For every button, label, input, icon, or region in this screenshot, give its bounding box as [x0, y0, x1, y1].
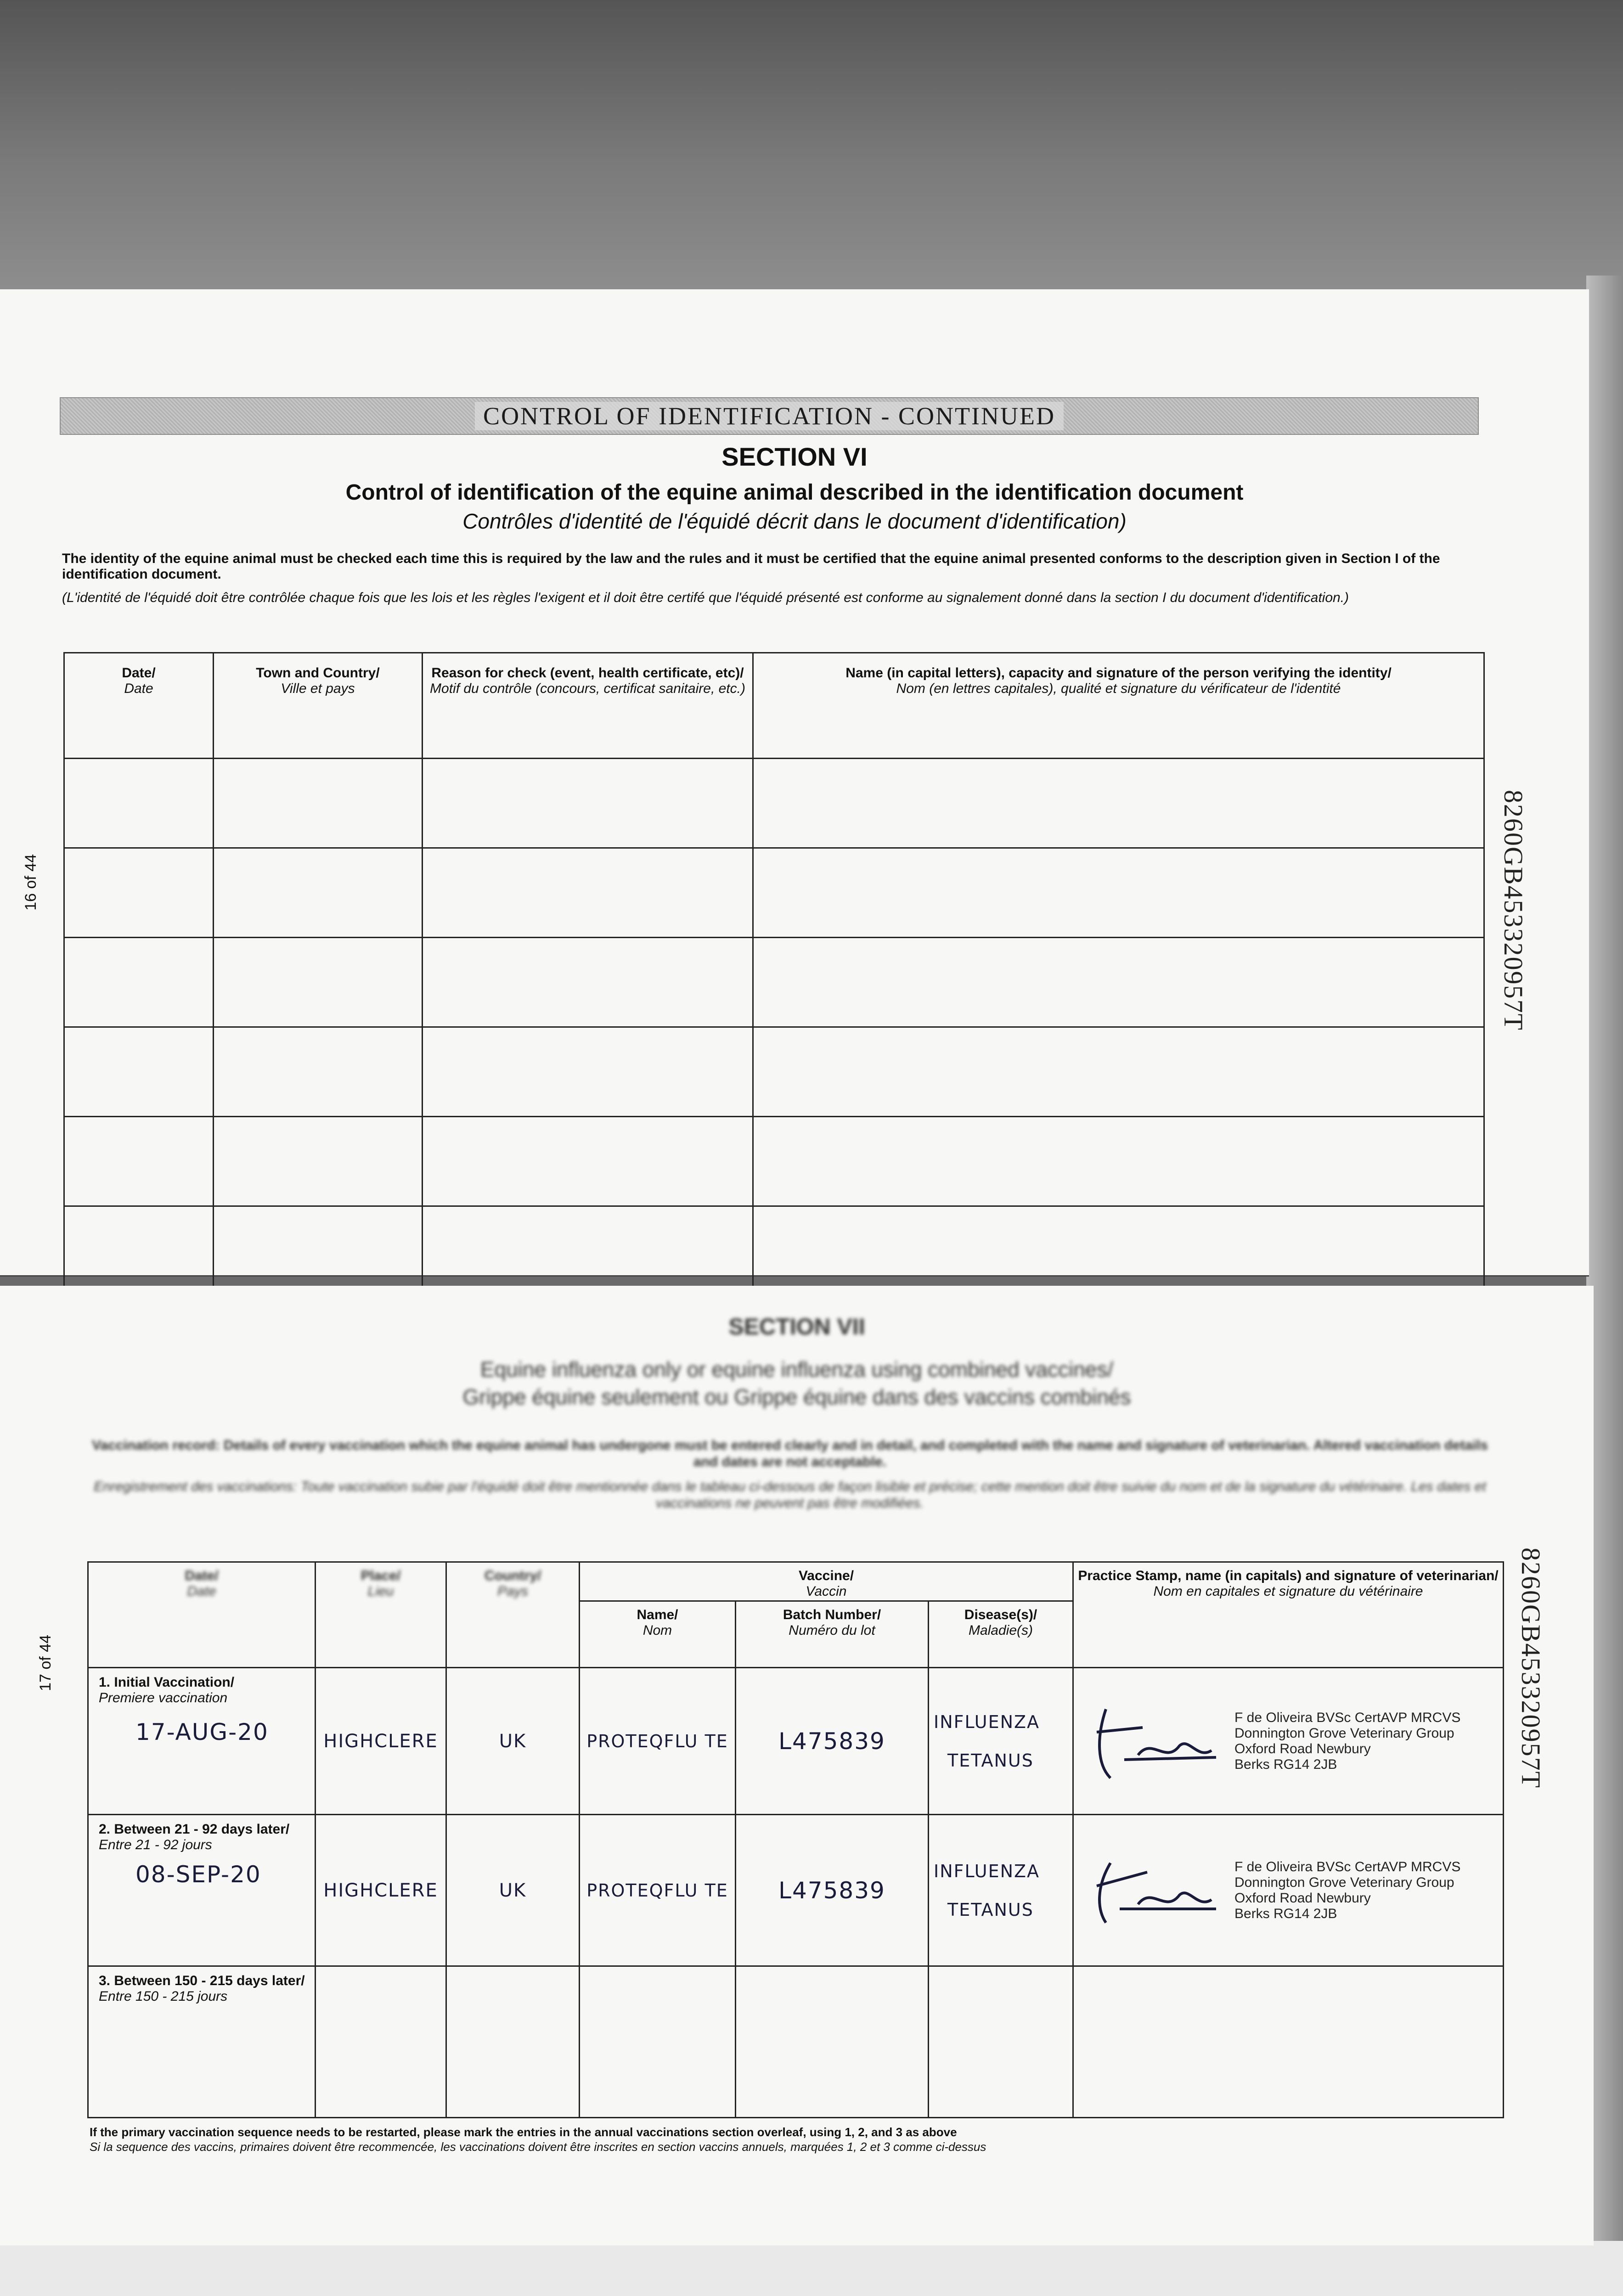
vaccination-3-diseases — [929, 1966, 1073, 2118]
table-row — [88, 1815, 1504, 1966]
col-place: Place/ Lieu — [316, 1562, 446, 1668]
table-row — [64, 938, 1484, 1027]
vaccination-1-country: UK — [446, 1668, 580, 1815]
table-row — [64, 1117, 1484, 1206]
vaccination-1-date: 1. Initial Vaccination/ Premiere vaccination 17-AUG-20 — [88, 1668, 316, 1815]
vaccination-2-vaccine-name: PROTEQFLU TE — [580, 1815, 736, 1966]
section-vii-subtitle-2: Grippe équine seulement ou Grippe équine dans des vaccins combinés — [462, 1385, 1131, 1409]
table-row — [64, 759, 1484, 848]
page-label-17: 17 of 44 — [37, 1635, 54, 1691]
vaccination-3-country — [446, 1966, 580, 2118]
veterinarian-signature-2 — [1088, 1845, 1225, 1936]
table-header-row — [88, 1562, 1504, 1601]
instruction-en: The identity of the equine animal must be checked each time this is required by the law and the rules and it must be certified that the equine animal presented conforms to the description given in Section I of the identification document. — [62, 551, 1440, 582]
vaccination-3-vaccine-name — [580, 1966, 736, 2118]
vaccination-3-date: 3. Between 150 - 215 days later/ Entre 150 - 215 jours — [88, 1966, 316, 2118]
vaccination-3-place — [316, 1966, 446, 2118]
table-row — [88, 1668, 1504, 1815]
section-band — [60, 397, 1479, 435]
vaccination-2-diseases: INFLUENZA TETANUS — [929, 1815, 1073, 1966]
vaccination-2-country: UK — [446, 1815, 580, 1966]
vaccination-instruction-fr: Enregistrement des vaccinations: Toute vaccination subie par l'équidé doit être mentionnée dans le tableau ci-dessous de façon lisible et précise; cette mention doit être suivie du nom et de la signature du vétérinaire. Les dates et vaccinations ne peuvent pas être modifiées. — [94, 1479, 1486, 1511]
table-row — [64, 848, 1484, 938]
veterinarian-signature-1 — [1088, 1695, 1225, 1787]
section-vii-subtitle-1: Equine influenza only or equine influenza using combined vaccines/ — [480, 1357, 1114, 1381]
table-header-row — [64, 653, 1484, 759]
vaccination-2-place: HIGHCLERE — [316, 1815, 446, 1966]
vaccination-2-date: 2. Between 21 - 92 days later/ Entre 21 - 92 jours 08-SEP-20 — [88, 1815, 316, 1966]
band-title: CONTROL OF IDENTIFICATION - CONTINUED — [475, 402, 1064, 430]
vaccination-2-stamp: F de Oliveira BVSc CertAVP MRCVS Donnington Grove Veterinary Group Oxford Road Newbury Berks RG14 2JB — [1073, 1815, 1504, 1966]
footnote-fr: Si la sequence des vaccins, primaires doivent être recommencée, les vaccinations doivent être inscrites en section vaccins annuels, marquées 1, 2 et 3 comme ci-dessus — [90, 2140, 986, 2154]
page-label-16: 16 of 44 — [22, 854, 39, 911]
col-vaccine-name: Name/ Nom — [580, 1601, 736, 1668]
side-number-top: 8260GB453320957T — [1499, 790, 1528, 1031]
scanner-bottom — [0, 2241, 1623, 2296]
scanner-background — [0, 0, 1623, 294]
col-diseases: Disease(s)/ Maladie(s) — [929, 1601, 1073, 1668]
col-town-country: Town and Country/ Ville et pays — [214, 653, 423, 759]
vaccination-1-vaccine-name: PROTEQFLU TE — [580, 1668, 736, 1815]
col-practice-stamp: Practice Stamp, name (in capitals) and signature of veterinarian/ Nom en capitales et signature du vétérinaire — [1073, 1562, 1504, 1668]
col-country: Country/ Pays — [446, 1562, 580, 1668]
vaccination-1-place: HIGHCLERE — [316, 1668, 446, 1815]
col-reason: Reason for check (event, health certificate, etc)/ Motif du contrôle (concours, certificat sanitaire, etc.) — [423, 653, 753, 759]
vaccination-2-batch: L475839 — [736, 1815, 929, 1966]
vaccination-table — [87, 1561, 1504, 2118]
table-row — [64, 1206, 1484, 1296]
footnote-en: If the primary vaccination sequence needs to be restarted, please mark the entries in the annual vaccinations section overleaf, using 1, 2, and 3 as above — [90, 2125, 957, 2139]
table-row — [64, 1027, 1484, 1117]
identification-check-table — [63, 652, 1485, 1296]
vaccination-instruction-en: Vaccination record: Details of every vaccination which the equine animal has undergone must be entered clearly and in detail, and completed with the name and signature of veterinarian. Altered vaccination details and dates are not acceptable. — [92, 1438, 1488, 1469]
vaccination-1-batch: L475839 — [736, 1668, 929, 1815]
section-vii-title: SECTION VII — [728, 1314, 865, 1339]
subtitle-en: Control of identification of the equine animal described in the identification document — [345, 480, 1244, 505]
col-vaccine: Vaccine/ Vaccin — [580, 1562, 1073, 1601]
vaccination-3-stamp — [1073, 1966, 1504, 2118]
instruction-fr: (L'identité de l'équidé doit être contrôlée chaque fois que les lois et les règles l'exigent et il doit être certifé que l'équidé présenté est conforme au signalement donné dans la section I du document d'identification.) — [62, 590, 1349, 605]
col-date: Date/ Date — [64, 653, 214, 759]
col-verifier: Name (in capital letters), capacity and signature of the person verifying the identity/ Nom (en lettres capitales), qualité et signature du vérificateur de l'identité — [753, 653, 1484, 759]
vaccination-1-diseases: INFLUENZA TETANUS — [929, 1668, 1073, 1815]
subtitle-fr: Contrôles d'identité de l'équidé décrit dans le document d'identification) — [462, 509, 1127, 533]
vaccination-1-stamp: F de Oliveira BVSc CertAVP MRCVS Donnington Grove Veterinary Group Oxford Road Newbury Berks RG14 2JB — [1073, 1668, 1504, 1815]
vaccination-3-batch — [736, 1966, 929, 2118]
col-batch-number: Batch Number/ Numéro du lot — [736, 1601, 929, 1668]
side-number-bottom: 8260GB453320957T — [1516, 1548, 1546, 1789]
section-title: SECTION VI — [721, 442, 868, 471]
table-row — [88, 1966, 1504, 2118]
col-date: Date/ Date — [88, 1562, 316, 1668]
